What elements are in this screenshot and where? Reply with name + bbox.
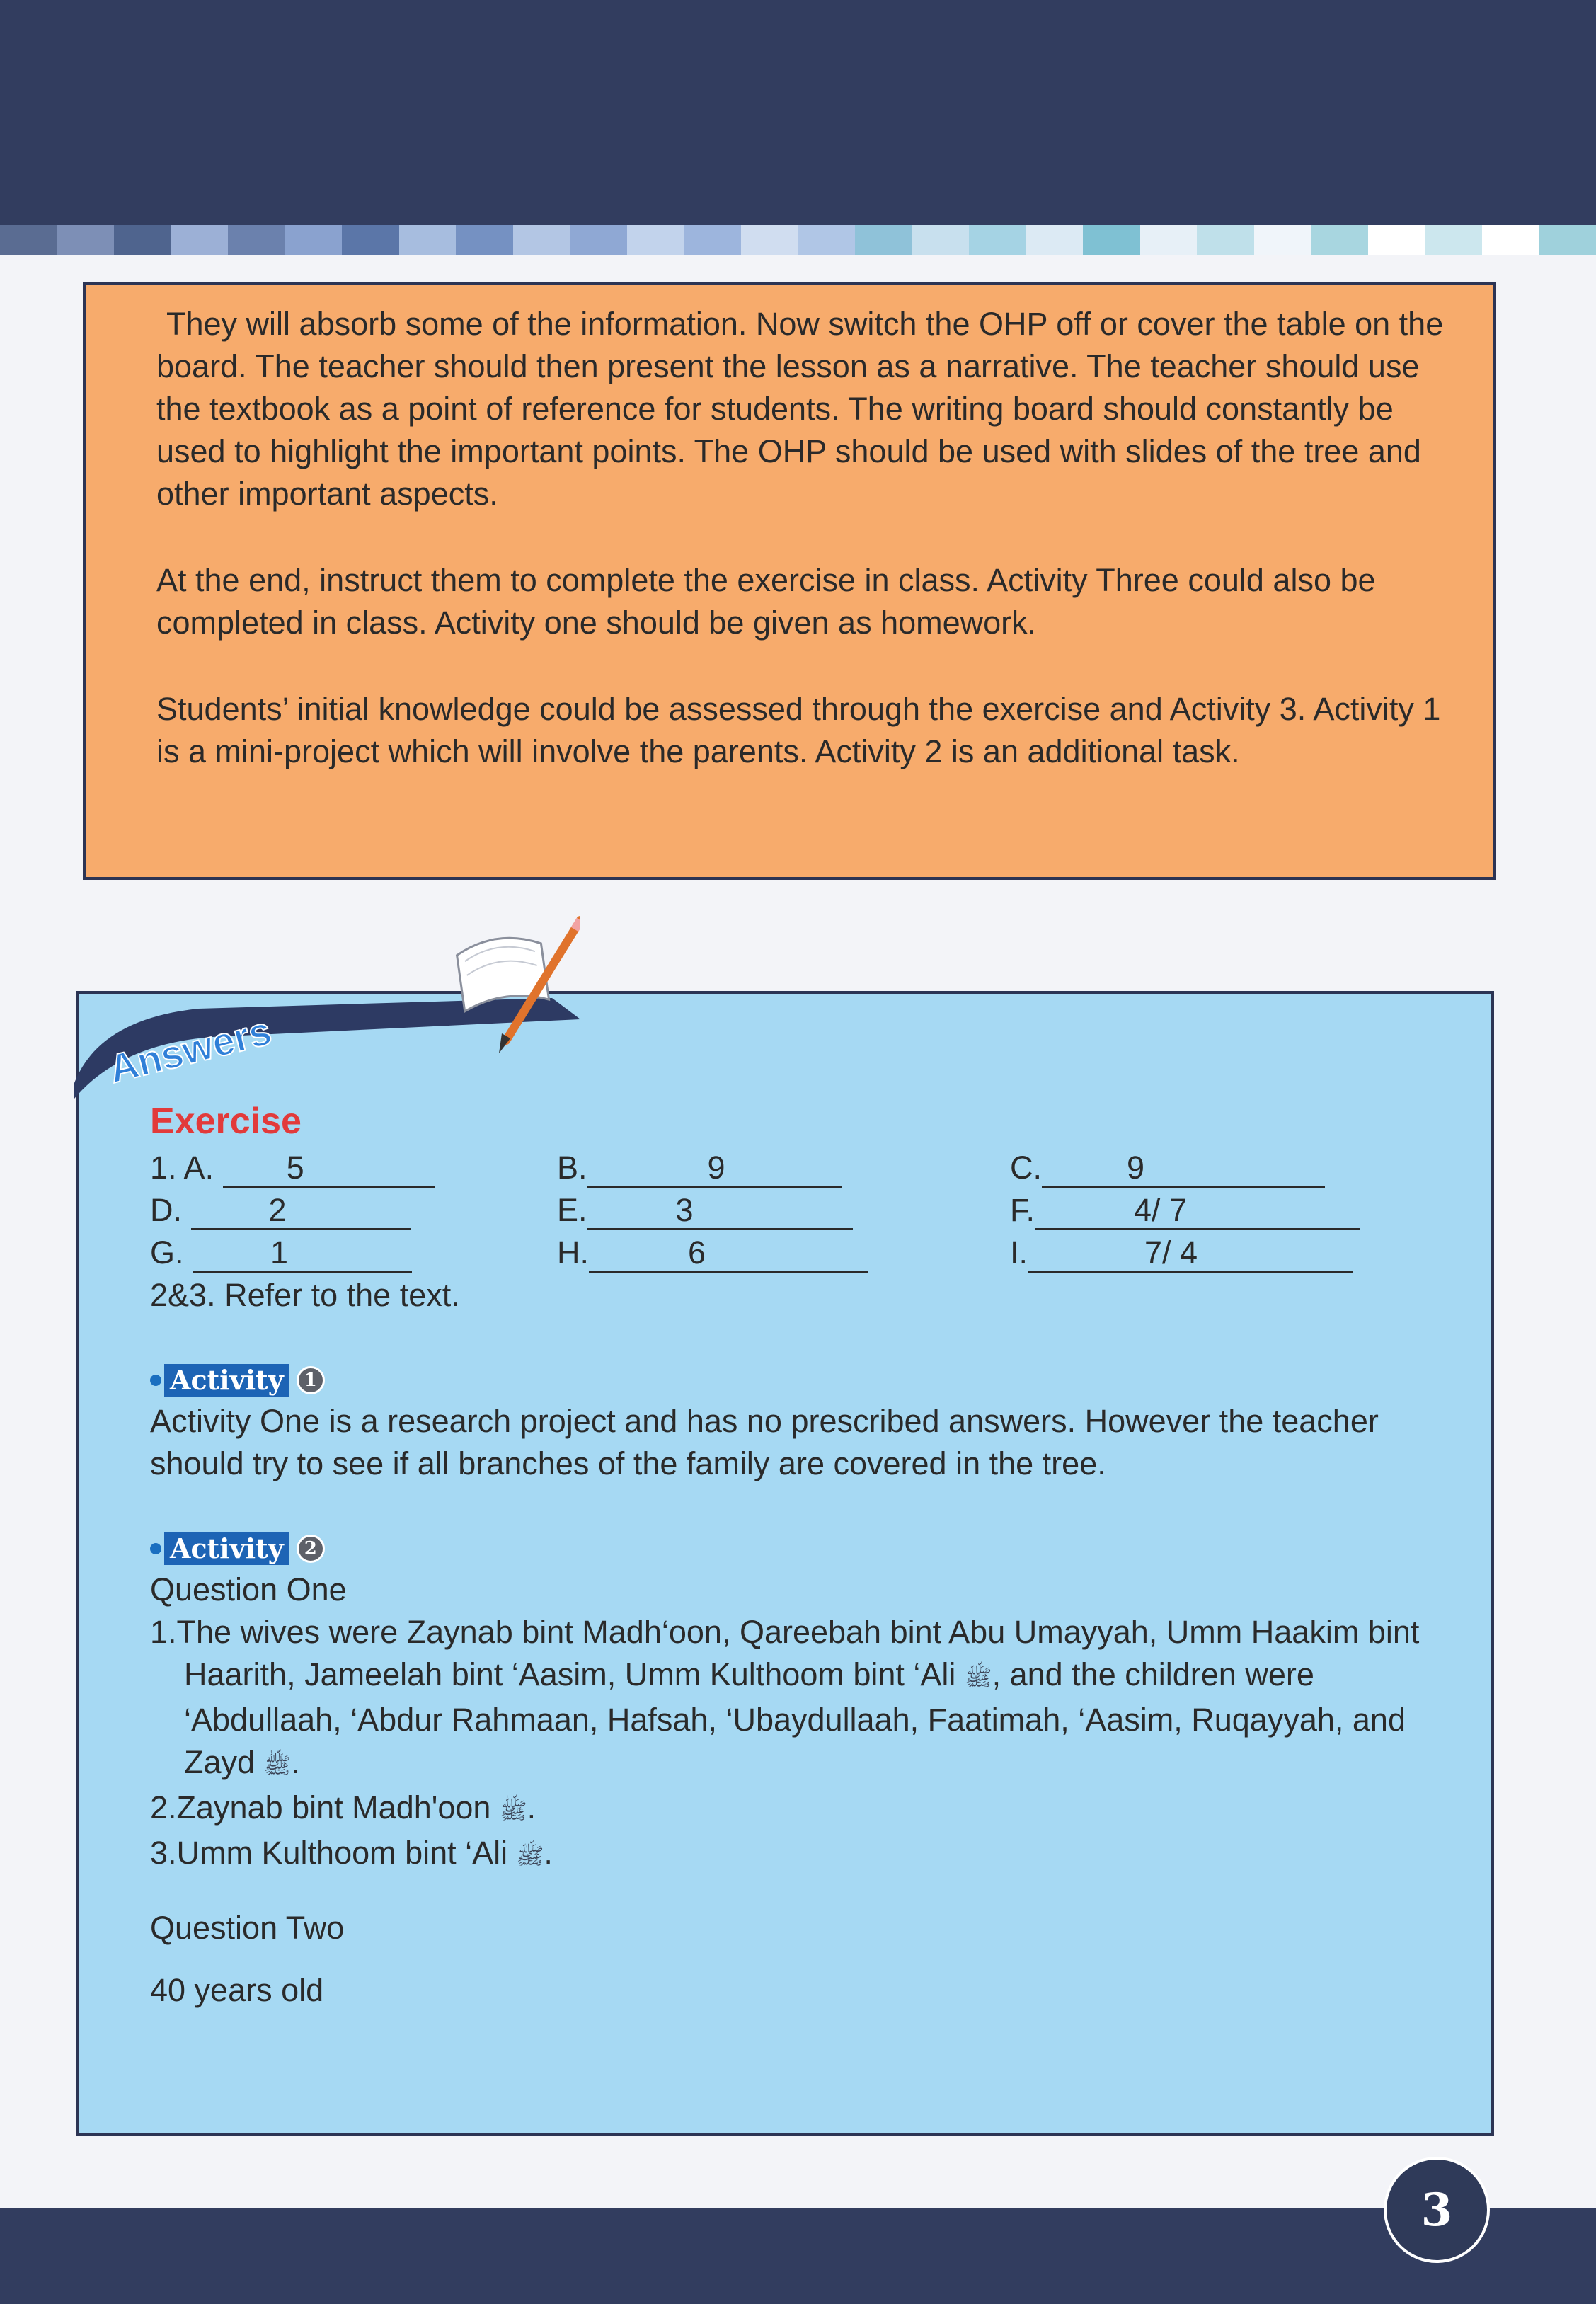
strip-block xyxy=(114,225,171,255)
answers-banner-label: Answers xyxy=(104,1008,276,1091)
strip-block xyxy=(171,225,229,255)
strip-block xyxy=(57,225,115,255)
header-band xyxy=(0,0,1596,225)
exercise-answer-h: H. 6 xyxy=(557,1232,1010,1274)
exercise-answer-f: F. 4/ 7 xyxy=(1010,1189,1435,1232)
list-item: 1.The wives were Zaynab bint Madh‘oon, Qareebah bint Abu Umayyah, Umm Haakim bint Haarith, Jameelah bint ‘Aasim, Umm Kulthoom bint ‘Ali ﷺ, and the children were ‘Abdullaah, ‘Abdur Rahmaan, Hafsah, ‘Ubaydullaah, Faatimah, ‘Aasim, Ruqayyah, and Zayd ﷺ. xyxy=(150,1614,1420,1780)
footer-band xyxy=(0,2208,1596,2304)
strip-block xyxy=(855,225,912,255)
exercise-answer-g: G. 1 xyxy=(150,1232,557,1274)
strip-block xyxy=(1254,225,1311,255)
strip-block xyxy=(1311,225,1368,255)
answers-banner xyxy=(71,913,580,1104)
question-one-answers xyxy=(150,1611,1466,1877)
strip-block xyxy=(1140,225,1198,255)
strip-block xyxy=(1026,225,1084,255)
decorative-pixel-strip xyxy=(0,225,1596,255)
strip-block xyxy=(228,225,285,255)
exercise-answer-1a: 1. A. 5 xyxy=(150,1147,557,1189)
bullet-icon xyxy=(150,1375,161,1386)
strip-block xyxy=(912,225,970,255)
strip-block xyxy=(969,225,1026,255)
exercise-answer-c: C. 9 xyxy=(1010,1147,1435,1189)
activity-1-number: 1 xyxy=(297,1366,325,1394)
strip-block xyxy=(513,225,570,255)
honorific-icon: ﷺ xyxy=(499,1798,527,1823)
notes-paragraph-2: At the end, instruct them to complete the exercise in class. Activity Three could also be completed in class. Activity one should be given as homework. xyxy=(156,562,1376,641)
teacher-notes-box xyxy=(83,282,1496,880)
strip-block xyxy=(1083,225,1140,255)
honorific-icon: ﷺ xyxy=(964,1665,992,1690)
activity-2-heading xyxy=(150,1529,1466,1569)
exercise-heading: Exercise xyxy=(150,1101,302,1142)
activity-2-label: Activity xyxy=(164,1532,289,1565)
notes-paragraph-1: They will absorb some of the information. Now switch the OHP off or cover the table on the board. The teacher should then present the lesson as a narrative. The teacher should use the textbook as a point of reference for students. The writing board should constantly be used to highlight the important points. The OHP should be used with slides of the tree and other important aspects. xyxy=(156,306,1444,512)
question-two-heading: Question Two xyxy=(150,1910,345,1946)
notes-paragraph-3: Students’ initial knowledge could be assessed through the exercise and Activity 3. Activity 1 is a mini-project which will involve the parents. Activity 2 is an additional task. xyxy=(156,691,1441,769)
exercise-answer-i: I. 7/ 4 xyxy=(1010,1232,1435,1274)
strip-block xyxy=(798,225,855,255)
strip-block xyxy=(342,225,399,255)
activity-1-heading xyxy=(150,1360,1466,1400)
strip-block xyxy=(1197,225,1254,255)
activity-1-text: Activity One is a research project and has no prescribed answers. However the teacher should try to see if all branches of the family are covered in the tree. xyxy=(150,1403,1379,1481)
page-number: 3 xyxy=(1384,2157,1490,2263)
exercise-answer-d: D. 2 xyxy=(150,1189,557,1232)
exercise-note: 2&3. Refer to the text. xyxy=(150,1277,460,1313)
honorific-icon: ﷺ xyxy=(516,1843,544,1869)
strip-block xyxy=(1368,225,1425,255)
strip-block xyxy=(1425,225,1482,255)
activity-1-label: Activity xyxy=(164,1364,289,1397)
bullet-icon xyxy=(150,1543,161,1554)
strip-block xyxy=(627,225,684,255)
strip-block xyxy=(741,225,798,255)
exercise-answer-e: E. 3 xyxy=(557,1189,1010,1232)
strip-block xyxy=(570,225,627,255)
strip-block xyxy=(684,225,741,255)
strip-block xyxy=(399,225,457,255)
strip-block xyxy=(1482,225,1539,255)
strip-block xyxy=(1539,225,1596,255)
exercise-answer-b: B. 9 xyxy=(557,1147,1010,1189)
list-item: 2.Zaynab bint Madh'oon ﷺ. xyxy=(150,1789,536,1826)
list-item: 3.Umm Kulthoom bint ‘Ali ﷺ. xyxy=(150,1835,553,1871)
honorific-icon: ﷺ xyxy=(263,1753,292,1778)
strip-block xyxy=(285,225,343,255)
question-two-answer: 40 years old xyxy=(150,1972,324,2008)
strip-block xyxy=(456,225,513,255)
answers-content xyxy=(150,1096,1466,2012)
activity-2-number: 2 xyxy=(297,1535,325,1563)
question-one-heading: Question One xyxy=(150,1571,347,1607)
exercise-answers-grid xyxy=(150,1147,1466,1274)
strip-block xyxy=(0,225,57,255)
